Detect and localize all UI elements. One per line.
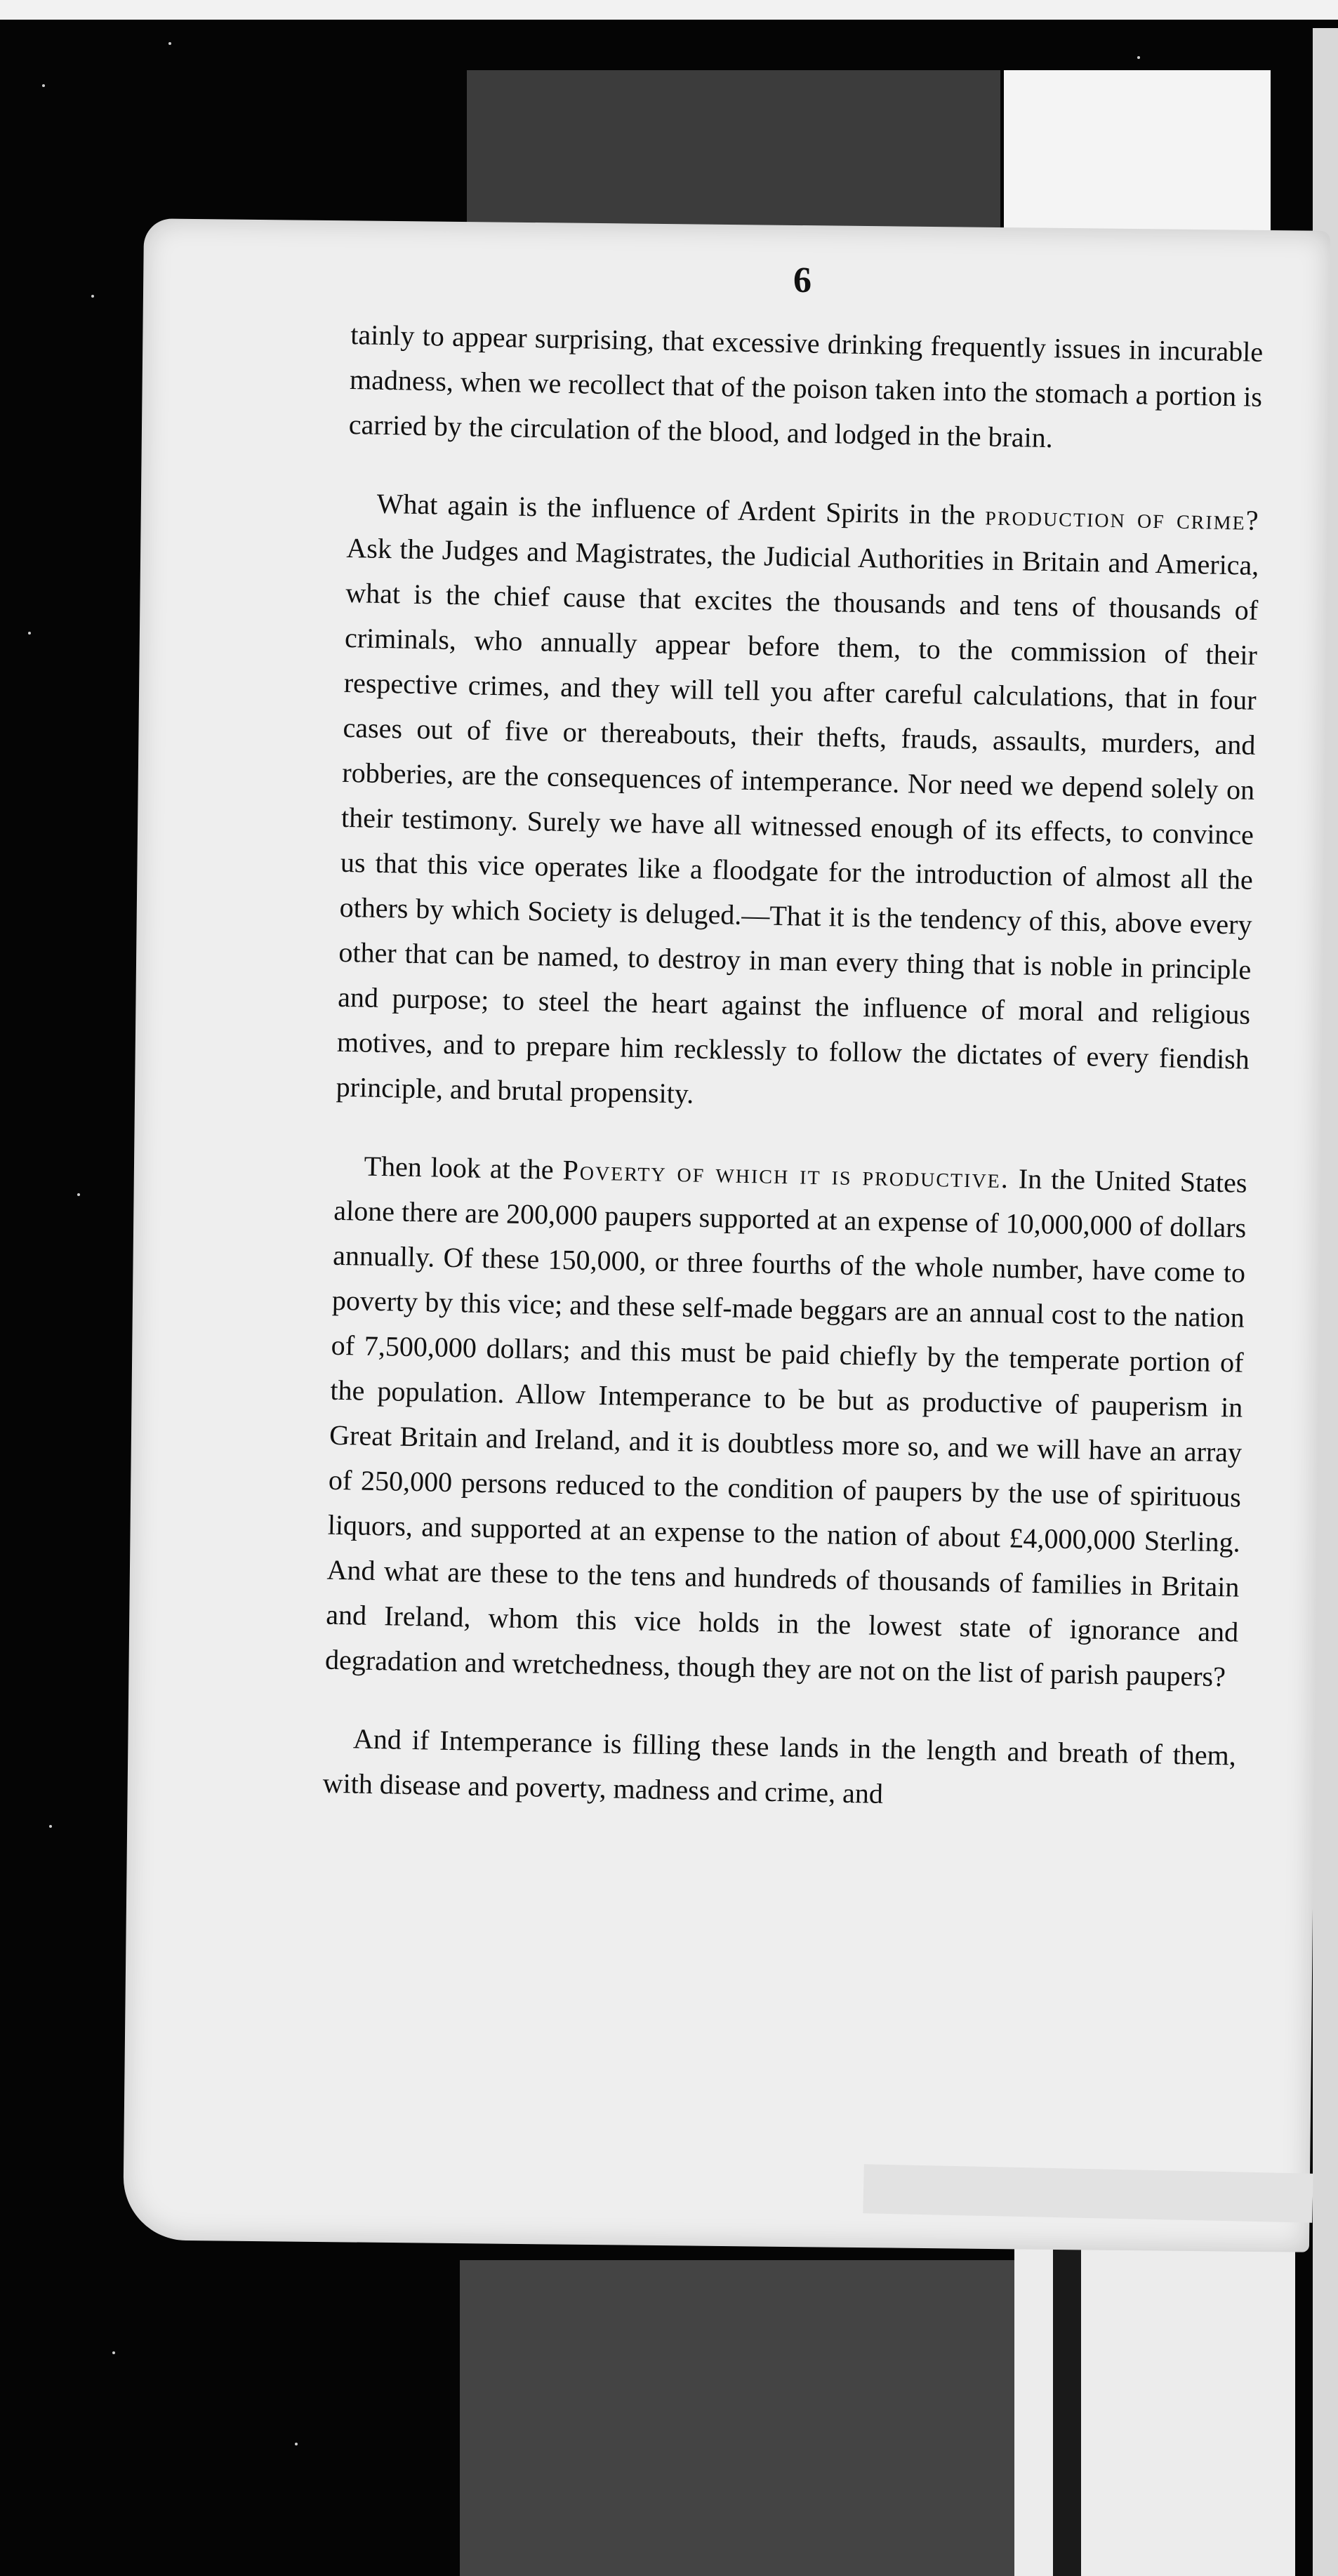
dust-speck bbox=[168, 42, 171, 45]
dust-speck bbox=[28, 632, 31, 635]
dust-speck bbox=[49, 1825, 52, 1828]
dust-speck bbox=[77, 1193, 80, 1196]
dust-speck bbox=[91, 295, 94, 298]
paragraph-continuation: tainly to appear surprising, that excessive drinking frequently issues in incurable madness, when we recollect that of the poison taken into the stomach a portion is carried by the circulation of the blood, and lodged in the brain. bbox=[348, 318, 1264, 454]
page-number: 6 bbox=[793, 260, 812, 300]
scan-backdrop-bottom bbox=[460, 2260, 1021, 2576]
scan-top-edge bbox=[0, 0, 1338, 20]
paragraph-tail: In the United States alone there are 200,000 paupers supported at an expense of 10,000,000 of dollars annually. Of these 150,000, or three fourths of the whole number, have come to poverty by this vice; and these self-made beggars are an annual cost to the nation of 7,500,000 dollars; and this must be paid chiefly by the temperate portion of the population. Allow Intemperance to be but as productive of pauperism in Great Britain and Ireland, and it is doubtless more so, and we will have an array of 250,000 persons reduced to the condition of paupers by the use of spirituous liquors, and supported at an expense to the nation of about £4,000,000 Sterling. And what are these to the tens and hundreds of thousands of families in Britain and Ireland, whom this vice holds in the lowest state of ignorance and degradation and wretchedness, though they are not on the list of parish paupers? bbox=[324, 1162, 1247, 1693]
small-caps-phrase: Poverty of which it is productive. bbox=[562, 1154, 1010, 1195]
paragraph-crime bbox=[336, 481, 1260, 1127]
scan-binding-bar bbox=[1053, 2218, 1081, 2576]
dust-speck bbox=[295, 2443, 298, 2445]
paragraph-lead: Then look at the bbox=[364, 1150, 564, 1186]
dust-speck bbox=[42, 84, 45, 87]
paragraph-poverty bbox=[325, 1143, 1248, 1700]
small-caps-phrase: production of crime? bbox=[984, 499, 1260, 536]
scan-backdrop-top bbox=[467, 70, 1000, 246]
paragraph-lead: What again is the influence of Ardent Spirits in the bbox=[376, 487, 986, 531]
paragraph-closing: And if Intemperance is filling these lands in the length and breath of them, with disease and poverty, madness and crime, and bbox=[322, 1722, 1237, 1810]
dust-speck bbox=[112, 2351, 115, 2354]
dust-speck bbox=[1137, 56, 1140, 59]
page-body bbox=[322, 312, 1264, 1857]
page-fold bbox=[863, 2164, 1313, 2222]
paragraph-tail: Ask the Judges and Magistrates, the Judicial Authorities in Britain and America, what is the chief cause that excites the thousands and tens of thousands of criminals, who annually appear before them, to the commission of their respective crimes, and they will tell you after careful calculations, that in four cases out of five or thereabouts, their thefts, frauds, assaults, murders, and robberies, are the consequences of intemperance. Nor need we depend solely on their testimony. Surely we have all witnessed enough of its effects, to convince us that this vice operates like a floodgate for the introduction of almost all the others by which Society is deluged.—That it is the tendency of this, above every other that can be named, to destroy in man every thing that is noble in principle and purpose; to steel the heart against the influence of moral and religious motives, and to prepare him recklessly to follow the dictates of every fiendish principle, and brutal propensity. bbox=[336, 531, 1259, 1110]
